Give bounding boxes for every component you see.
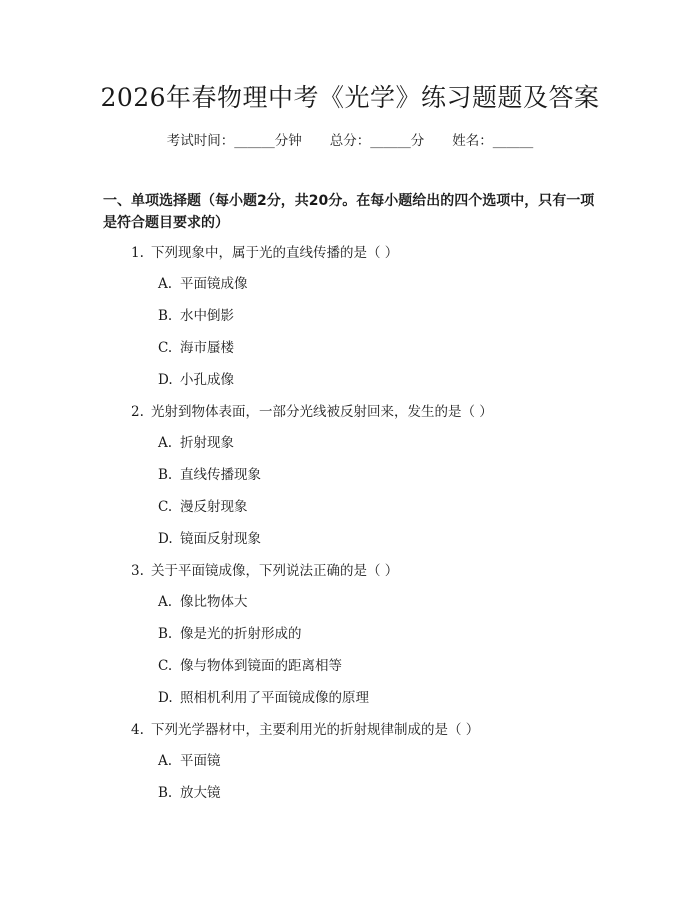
option-1d	[158, 370, 234, 390]
question-text: 下列光学器材中，主要利用光的折射规律制成的是（ ）	[151, 722, 480, 738]
option-letter: B.	[158, 467, 173, 483]
option-2b	[158, 465, 261, 485]
option-text: 像是光的折射形成的	[180, 626, 302, 642]
option-text: 海市蜃楼	[180, 340, 234, 356]
option-text: 水中倒影	[180, 308, 234, 324]
option-letter: A.	[158, 594, 173, 610]
option-letter: D.	[158, 690, 173, 706]
option-letter: A.	[158, 753, 173, 769]
exam-meta	[0, 131, 700, 151]
page-title: 2026年春物理中考《光学》练习题题及答案	[100, 83, 600, 112]
option-2a	[158, 433, 234, 453]
option-text: 像与物体到镜面的距离相等	[180, 658, 342, 674]
option-text: 折射现象	[180, 435, 234, 451]
option-letter: A.	[158, 435, 173, 451]
section-heading: 一、单项选择题（每小题2分，共20分。在每小题给出的四个选项中，只有一项是符合题目要求的）	[103, 193, 595, 231]
option-1b	[158, 306, 234, 326]
option-4b	[158, 783, 221, 803]
student-name-field: 姓名：______	[452, 133, 534, 149]
option-text: 小孔成像	[180, 372, 234, 388]
option-4a	[158, 751, 221, 771]
option-letter: A.	[158, 276, 173, 292]
option-text: 平面镜成像	[180, 276, 248, 292]
option-letter: D.	[158, 531, 173, 547]
question-number: 4.	[131, 722, 144, 738]
question-number: 2.	[131, 404, 144, 420]
option-text: 漫反射现象	[180, 499, 248, 515]
exam-time-field: 考试时间：______分钟	[166, 133, 302, 149]
question-text: 关于平面镜成像，下列说法正确的是（ ）	[151, 563, 399, 579]
option-letter: B.	[158, 308, 173, 324]
question-4	[131, 720, 479, 740]
option-2d	[158, 529, 261, 549]
option-text: 镜面反射现象	[180, 531, 261, 547]
option-3b	[158, 624, 302, 644]
question-3	[131, 561, 398, 581]
question-2	[131, 402, 493, 422]
option-1a	[158, 274, 248, 294]
option-text: 直线传播现象	[180, 467, 261, 483]
option-3d	[158, 688, 369, 708]
question-text: 光射到物体表面，一部分光线被反射回来，发生的是（ ）	[151, 404, 493, 420]
question-number: 1.	[131, 245, 144, 261]
option-letter: B.	[158, 626, 173, 642]
option-2c	[158, 497, 248, 517]
option-letter: D.	[158, 372, 173, 388]
option-letter: B.	[158, 785, 173, 801]
option-text: 照相机利用了平面镜成像的原理	[180, 690, 369, 706]
option-text: 平面镜	[180, 753, 221, 769]
option-letter: C.	[158, 658, 173, 674]
question-text: 下列现象中，属于光的直线传播的是（ ）	[151, 245, 399, 261]
total-score-field: 总分：______分	[329, 133, 425, 149]
option-1c	[158, 338, 234, 358]
option-letter: C.	[158, 340, 173, 356]
option-letter: C.	[158, 499, 173, 515]
option-3c	[158, 656, 342, 676]
option-text: 像比物体大	[180, 594, 248, 610]
option-3a	[158, 592, 248, 612]
option-text: 放大镜	[180, 785, 221, 801]
question-number: 3.	[131, 563, 144, 579]
question-1	[131, 243, 398, 263]
